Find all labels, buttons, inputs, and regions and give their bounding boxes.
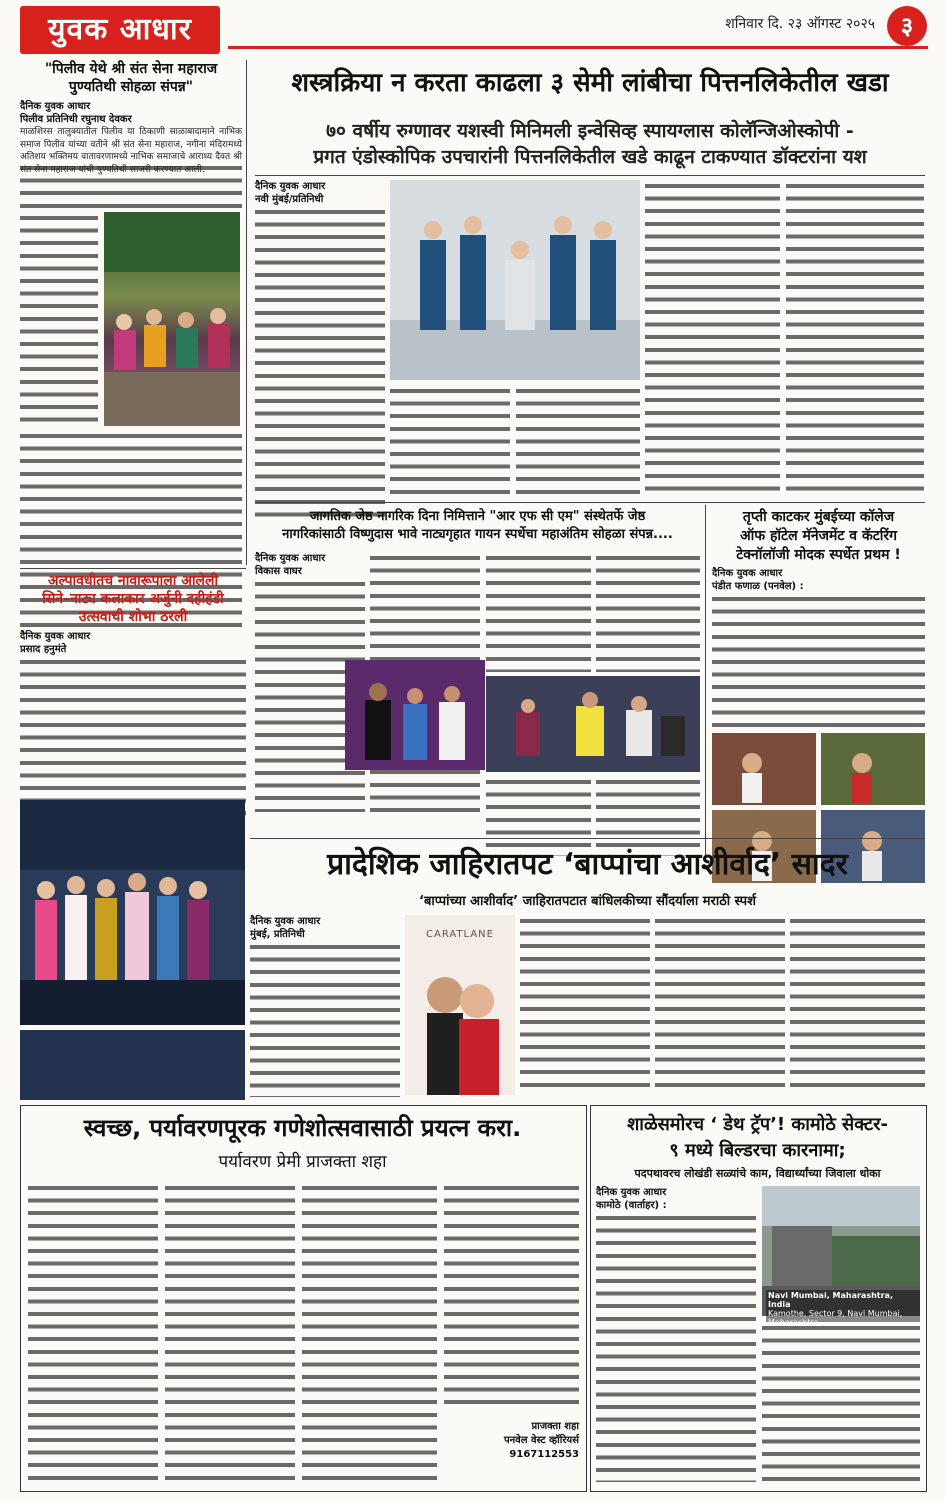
headline-line: शाळेसमोरच ‘ डेथ ट्रॅप’! कामोठे सेक्टर- bbox=[627, 1114, 888, 1135]
dahihandi-photo bbox=[20, 800, 245, 1025]
body-text bbox=[596, 552, 700, 672]
photo-strip bbox=[250, 815, 700, 835]
body-text bbox=[520, 915, 650, 1095]
source: दैनिक युवक आधार bbox=[255, 181, 326, 192]
ad-film-photo bbox=[405, 915, 515, 1095]
reporter: पिलीव प्रतिनिधी रघुनाथ देवकर bbox=[20, 114, 132, 125]
signoff-name: प्राजक्ता शहा bbox=[531, 1421, 579, 1432]
story-katkar-headline bbox=[712, 508, 925, 565]
source: दैनिक युवक आधार bbox=[250, 916, 321, 927]
senior-event-scene bbox=[486, 676, 700, 772]
body-text bbox=[250, 941, 400, 1097]
body-text bbox=[390, 385, 510, 495]
section-rule bbox=[20, 568, 246, 569]
body-text bbox=[655, 915, 785, 1095]
couple-image bbox=[405, 915, 515, 1095]
masthead-logo: युवक आधार bbox=[20, 6, 220, 54]
issue-date: शनिवार दि. २३ ऑगस्ट २०२५ bbox=[725, 16, 875, 32]
site-photo bbox=[762, 1186, 920, 1316]
doctors-group bbox=[390, 180, 640, 380]
award-scene bbox=[345, 660, 485, 770]
dahihandi-photo-bottom bbox=[20, 1030, 245, 1100]
column-rule bbox=[705, 505, 706, 855]
story-deathtrap-subhead: पदपथावरच लोखंडी सळ्यांचे काम, विद्यार्थ्यांच्या जिवाला धोका bbox=[634, 1167, 881, 1180]
dahihandi-stage-bottom bbox=[20, 1030, 245, 1100]
body-text bbox=[712, 593, 925, 729]
column-rule bbox=[246, 60, 247, 565]
story-gallstone-headline: शस्त्रक्रिया न करता काढला ३ सेमी लांबीचा पित्तनलिकेतील खडा bbox=[291, 68, 889, 98]
dahihandi-stage bbox=[20, 800, 245, 1025]
headline-line: ऑफ हॉटेल मॅनेजमेंट व कॅटरिंग bbox=[739, 528, 897, 544]
body-text bbox=[444, 1182, 579, 1412]
body-text bbox=[486, 552, 591, 672]
page-number: ३ bbox=[887, 6, 927, 46]
headline-line: ९ मध्ये बिल्डरचा कारनामा; bbox=[669, 1140, 846, 1161]
story-gallstone-subhead bbox=[255, 118, 925, 170]
brand-logo: CARATLANE bbox=[426, 929, 494, 940]
headline-line: "पिलीव येथे श्री संत सेना महाराज bbox=[44, 61, 218, 77]
lead-paragraph: माळशिरस तालुक्यातील पिलीव या ठिकाणी साळाबादामाने नाभिक समाज पिलीव यांच्या वतीने श्री संत सेना महाराज, नगीना मंदिरामध्ये अतिशय भक्तिमय वातावरणामध्ये नाभिक समाजाचे आराध्य दैवत श्री संत सेना महाराज यांची पुण्यतिथी साजरी करण्यात आली. bbox=[20, 127, 242, 175]
senior-event-photo bbox=[486, 676, 700, 772]
source: दैनिक युवक आधार bbox=[596, 1187, 667, 1198]
reporter: पंडीत फणाळ (पनवेल) : bbox=[712, 581, 804, 592]
event-photo bbox=[104, 212, 240, 426]
signoff-phone: 9167112553 bbox=[509, 1449, 579, 1460]
section-rule bbox=[255, 175, 925, 176]
headline-line: नागरिकांसाठी विष्णुदास भावे नाट्यगृहात गायन स्पर्धेचा महाअंतिम सोहळा संपन्न.... bbox=[282, 527, 673, 542]
body-text bbox=[28, 1182, 158, 1482]
doctors-photo bbox=[390, 180, 640, 380]
dateline: कामोठे (वार्ताहर) : bbox=[596, 1200, 667, 1211]
headline-line: जागतिक जेष्ठ नागरिक दिना निमित्ताने "आर एफ सी एम" संस्थेतर्फे जेष्ठ bbox=[309, 509, 646, 524]
award-photo bbox=[345, 660, 485, 770]
body-text bbox=[516, 385, 640, 495]
source: दैनिक युवक आधार bbox=[255, 553, 326, 564]
reporter: प्रसाद हनुमंते bbox=[20, 644, 67, 655]
reporter: विकास वाघर bbox=[255, 566, 302, 577]
body-text bbox=[596, 1212, 756, 1482]
headline-line: उत्सवाची शोभा ठरली bbox=[78, 609, 188, 625]
story-ad-film-col1 bbox=[250, 915, 400, 1097]
story-deathtrap-headline bbox=[594, 1112, 921, 1164]
story-dahihandi bbox=[20, 572, 246, 816]
headline-line: अल्पावधीतच नावारूपाला आलेली bbox=[47, 573, 219, 589]
body-text bbox=[165, 1182, 295, 1482]
story-pilive bbox=[20, 60, 242, 610]
signoff-place: पनवेल वेस्ट व्हॉरियर्स bbox=[503, 1435, 579, 1446]
body-text bbox=[645, 180, 780, 495]
body-text bbox=[20, 212, 98, 426]
source: दैनिक युवक आधार bbox=[712, 568, 783, 579]
headline-line: टेक्नॉलॉजी मोदक स्पर्धेत प्रथम ! bbox=[736, 547, 901, 563]
story-pilive-headline bbox=[20, 60, 242, 96]
photo-crowd bbox=[104, 212, 240, 426]
body-text bbox=[255, 206, 385, 518]
dateline: मुंबई, प्रतिनिधी bbox=[250, 929, 305, 940]
story-senior-headline bbox=[255, 508, 700, 544]
story-ad-film-headline: प्रादेशिक जाहिरातपट ‘बाप्पांचा आशीर्वाद’ सादर bbox=[327, 847, 848, 882]
caption-text: Kamothe, Sector 9, Navi Mumbai, bbox=[768, 1309, 903, 1318]
body-text bbox=[762, 1322, 920, 1482]
story-ganeshotsav-subhead: पर्यावरण प्रेमी प्राजक्ता शहा bbox=[218, 1152, 387, 1172]
source: दैनिक युवक आधार bbox=[20, 631, 91, 642]
body-text bbox=[790, 915, 925, 1095]
story-ad-film-subhead: ‘बाप्पांच्या आशीर्वाद’ जाहिरातपटात बांधिलकीच्या सौंदर्याला मराठी स्पर्श bbox=[419, 894, 756, 909]
dateline: नवी मुंबई/प्रतिनिधी bbox=[255, 194, 324, 205]
body-text bbox=[786, 180, 924, 495]
source: दैनिक युवक आधार bbox=[20, 101, 91, 112]
story-gallstone-col1 bbox=[255, 180, 385, 518]
story-deathtrap-col1 bbox=[596, 1186, 756, 1482]
headline-line: तृप्ती काटकर मुंबईच्या कॉलेज bbox=[742, 509, 895, 525]
caption-title: Navi Mumbai, Maharashtra, India bbox=[768, 1291, 893, 1309]
story-ganeshotsav-headline: स्वच्छ, पर्यावरणपूरक गणेशोत्सवासाठी प्रयत्न करा. bbox=[83, 1114, 522, 1142]
section-rule bbox=[255, 502, 925, 503]
headline-line: पुण्यतिथी सोहळा संपन्न" bbox=[68, 79, 194, 95]
subhead-line: प्रगत एंडोस्कोपिक उपचारांनी पित्तनलिकेतील खडे काढून टाकण्यात डॉक्टरांना यश bbox=[313, 146, 867, 168]
story-dahihandi-headline bbox=[20, 572, 246, 626]
body-text bbox=[302, 1182, 437, 1482]
headline-line: सिने–नाट्य कलाकार अर्जुनी दहीहंडी bbox=[42, 591, 224, 607]
section-rule bbox=[250, 838, 925, 839]
signoff bbox=[444, 1420, 579, 1462]
body-text bbox=[20, 656, 246, 816]
subhead-line: ७० वर्षीय रुग्णावर यशस्वी मिनिमली इन्वेसिव्ह स्पायग्लास कोलॅन्जिओस्कोपी - bbox=[326, 120, 854, 142]
masthead-rule bbox=[228, 46, 928, 49]
story-katkar bbox=[712, 508, 925, 883]
